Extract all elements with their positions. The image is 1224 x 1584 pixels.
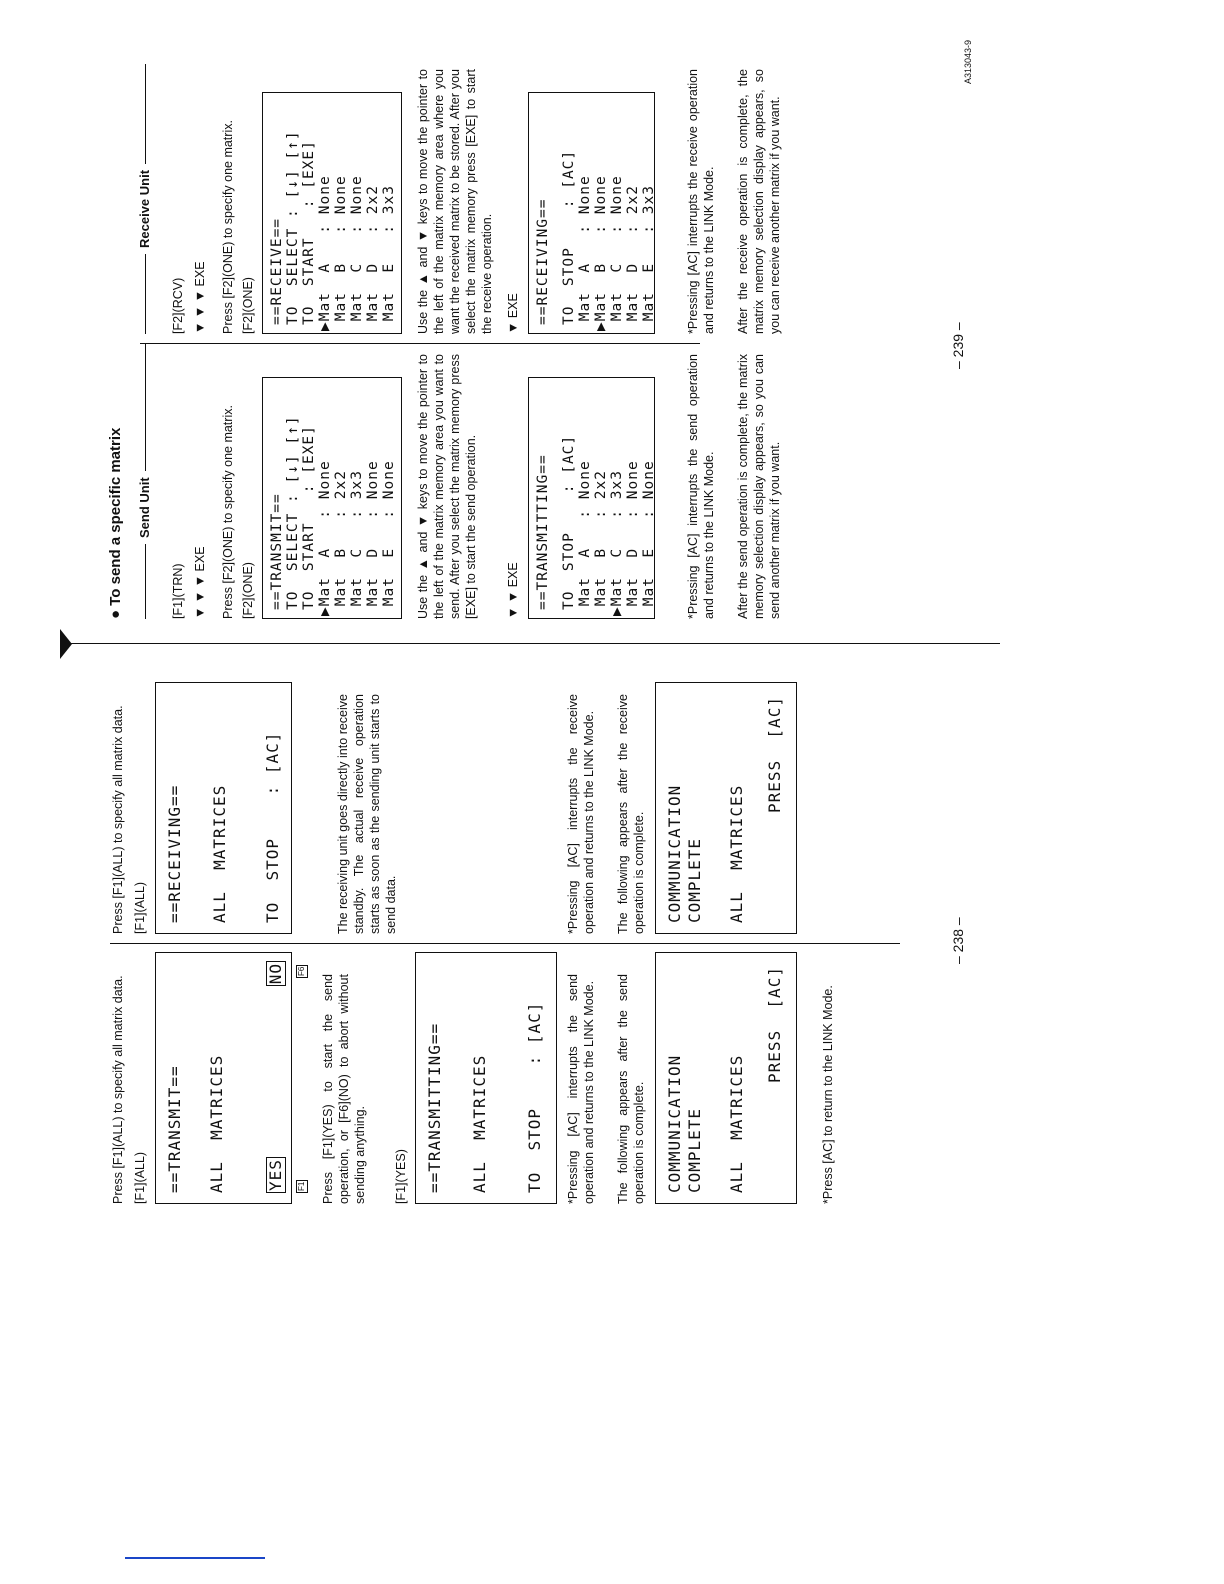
screen-communication-complete: [655, 682, 797, 934]
screen-line: Mat C : None: [609, 175, 625, 331]
receive-unit-title: Receive Unit: [137, 164, 152, 254]
screen-line: TO STOP : [AC]: [263, 731, 282, 923]
note-following: The following appears after the send operation is complete.: [616, 974, 646, 1204]
screen-line: PRESS [AC]: [765, 696, 784, 813]
screen-line: TO SELECT : [↓] [↑]: [285, 415, 301, 610]
screen-line: Mat E : None: [641, 460, 657, 616]
note-pressing-ac: *Pressing [AC] interrupts the receive operation and returns to the LINK Mode.: [566, 694, 596, 934]
screen-line: COMMUNICATION: [665, 784, 684, 923]
screen-line: Mat E : None: [381, 460, 397, 616]
screen-line: ==TRANSMITTING==: [425, 1022, 444, 1193]
f6-key-icon: F6: [297, 966, 306, 976]
screen-line: TO STOP : [AC]: [525, 1001, 544, 1193]
screen-line: TO STOP : [AC]: [561, 434, 577, 610]
screen-line: ==RECEIVING==: [535, 198, 551, 325]
page239-column-divider: [140, 343, 700, 344]
note-standby: The receiving unit goes directly into receive standby. The actual receive operation starts as soon as the sending unit starts to send data.: [336, 694, 398, 934]
screen-line: ▶Mat A : None: [317, 175, 333, 331]
screen-line: ALL MATRICES: [207, 1054, 226, 1193]
instruction-press-one: Press [F2](ONE) to specify one matrix.: [221, 120, 235, 334]
screen-transmitting-select: [528, 377, 655, 619]
screen-line: ALL MATRICES: [470, 1054, 489, 1193]
instruction-press-all: Press [F1](ALL) to specify all matrix data.: [111, 975, 125, 1204]
screen-line: ==TRANSMIT==: [165, 1065, 184, 1193]
screen-line: TO START : [EXE]: [301, 140, 317, 325]
page-number-238: – 238 –: [950, 917, 966, 964]
screen-line: Mat E : 3x3: [641, 185, 657, 331]
key-label-f1-trn: [F1](TRN): [171, 563, 185, 619]
screen-line: Mat B : 2x2: [333, 470, 349, 616]
f1-key-icon: F1: [297, 1181, 306, 1191]
key-label-f1-all: [F1](ALL): [133, 1151, 147, 1204]
page-number-239: – 239 –: [950, 322, 966, 369]
document-code: A313043-9: [963, 39, 973, 84]
instruction-press-one: Press [F2](ONE) to specify one matrix.: [221, 405, 235, 619]
screen-line: ALL MATRICES: [210, 784, 229, 923]
screen-line: Mat D : None: [365, 460, 381, 616]
no-option: NO: [266, 963, 285, 985]
key-sequence: ▼ ▼ EXE: [506, 562, 520, 619]
instruction-press-all: Press [F1](ALL) to specify all matrix data.: [111, 705, 125, 934]
fold-wedge-decoration: [60, 629, 72, 659]
screen-line: COMPLETE: [685, 1107, 704, 1193]
screen-line: ==RECEIVING==: [165, 784, 184, 923]
instruction-use-keys: Use the ▲ and ▼ keys to move the pointer to the left of the matrix memory area where you want the received matrix to be stored. After you select the matrix memory press [EXE] to start the receive operation.: [416, 69, 494, 334]
key-label-f1-all: [F1](ALL): [133, 881, 147, 934]
key-sequence: ▼ EXE: [506, 293, 520, 334]
page-fold-divider: [60, 643, 1000, 644]
screen-line: ▶Mat B : None: [593, 175, 609, 331]
screen-line: Mat A : None: [577, 175, 593, 331]
screen-transmitting: [415, 952, 557, 1204]
screen-line: ==TRANSMITTING==: [535, 454, 551, 610]
screen-line: Mat D : 2x2: [625, 185, 641, 331]
screen-line: Mat D : 2x2: [365, 185, 381, 331]
screen-line: COMMUNICATION: [665, 1054, 684, 1193]
key-label-f2-rcv: [F2](RCV): [171, 277, 185, 334]
note-pressing-ac: *Pressing [AC] interrupts the receive operation and returns to the LINK Mode.: [686, 69, 716, 334]
instruction-use-keys: Use the ▲ and ▼ keys to move the pointer to the left of the matrix memory area you want to send. After you select the matrix memory press [EXE] to start the send operation.: [416, 354, 478, 619]
screen-line: Mat B : None: [333, 175, 349, 331]
screen-receiving-select: [528, 92, 655, 334]
section-heading: ● To send a specific matrix: [107, 427, 124, 619]
page238-column-divider: [110, 943, 900, 944]
screen-line: ==RECEIVE==: [269, 217, 285, 325]
footnote-press-ac: *Press [AC] to return to the LINK Mode.: [821, 985, 835, 1204]
yes-option: YES: [266, 1159, 285, 1191]
screen-line: PRESS [AC]: [765, 966, 784, 1083]
key-label-f2-one: [F2](ONE): [241, 277, 255, 334]
note-following: The following appears after the receive operation is complete.: [616, 694, 646, 934]
screen-line: ALL MATRICES: [727, 784, 746, 923]
screen-line: Mat D : None: [625, 460, 641, 616]
screen-receiving: [155, 682, 292, 934]
key-label-f1-yes: [F1](YES): [394, 1149, 408, 1204]
screen-line: ▶Mat C : 3x3: [609, 470, 625, 616]
blue-underline-decoration: [125, 1557, 265, 1559]
screen-line: ▶Mat A : None: [317, 460, 333, 616]
screen-line: TO SELECT : [↓] [↑]: [285, 130, 301, 325]
screen-receive-select: [262, 92, 402, 334]
note-pressing-ac: *Pressing [AC] interrupts the send operation and returns to the LINK Mode.: [566, 974, 596, 1204]
note-after-receive: After the receive operation is complete, the matrix memory selection display appears, so you can receive another matrix if you want.: [736, 69, 782, 334]
screen-line: Mat C : None: [349, 175, 365, 331]
screen-transmit-select: [262, 377, 402, 619]
note-after-send: After the send operation is complete, the matrix memory selection display appears, so you can send another matrix if you want.: [736, 354, 782, 619]
screen-line: Mat E : 3x3: [381, 185, 397, 331]
screen-line: TO STOP : [AC]: [561, 149, 577, 325]
screen-line: Mat B : 2x2: [593, 470, 609, 616]
screen-line: TO START : [EXE]: [301, 425, 317, 610]
screen-line: ALL MATRICES: [727, 1054, 746, 1193]
screen-transmit: [155, 952, 292, 1204]
screen-line: COMPLETE: [685, 837, 704, 923]
screen-communication-complete: [655, 952, 797, 1204]
screen-line: Mat C : 3x3: [349, 470, 365, 616]
screen-line: Mat A : None: [577, 460, 593, 616]
send-unit-title: Send Unit: [137, 471, 152, 544]
key-label-f2-one: [F2](ONE): [241, 562, 255, 619]
screen-line: ==TRANSMIT==: [269, 493, 285, 610]
key-sequence: ▼ ▼ ▼ EXE: [193, 261, 207, 334]
key-sequence: ▼ ▼ ▼ EXE: [193, 546, 207, 619]
instruction-press-yes: Press [F1](YES) to start the send operation, or [F6](NO) to abort without sending anything.: [321, 974, 367, 1204]
note-pressing-ac: *Pressing [AC] interrupts the send operation and returns to the LINK Mode.: [686, 354, 716, 619]
